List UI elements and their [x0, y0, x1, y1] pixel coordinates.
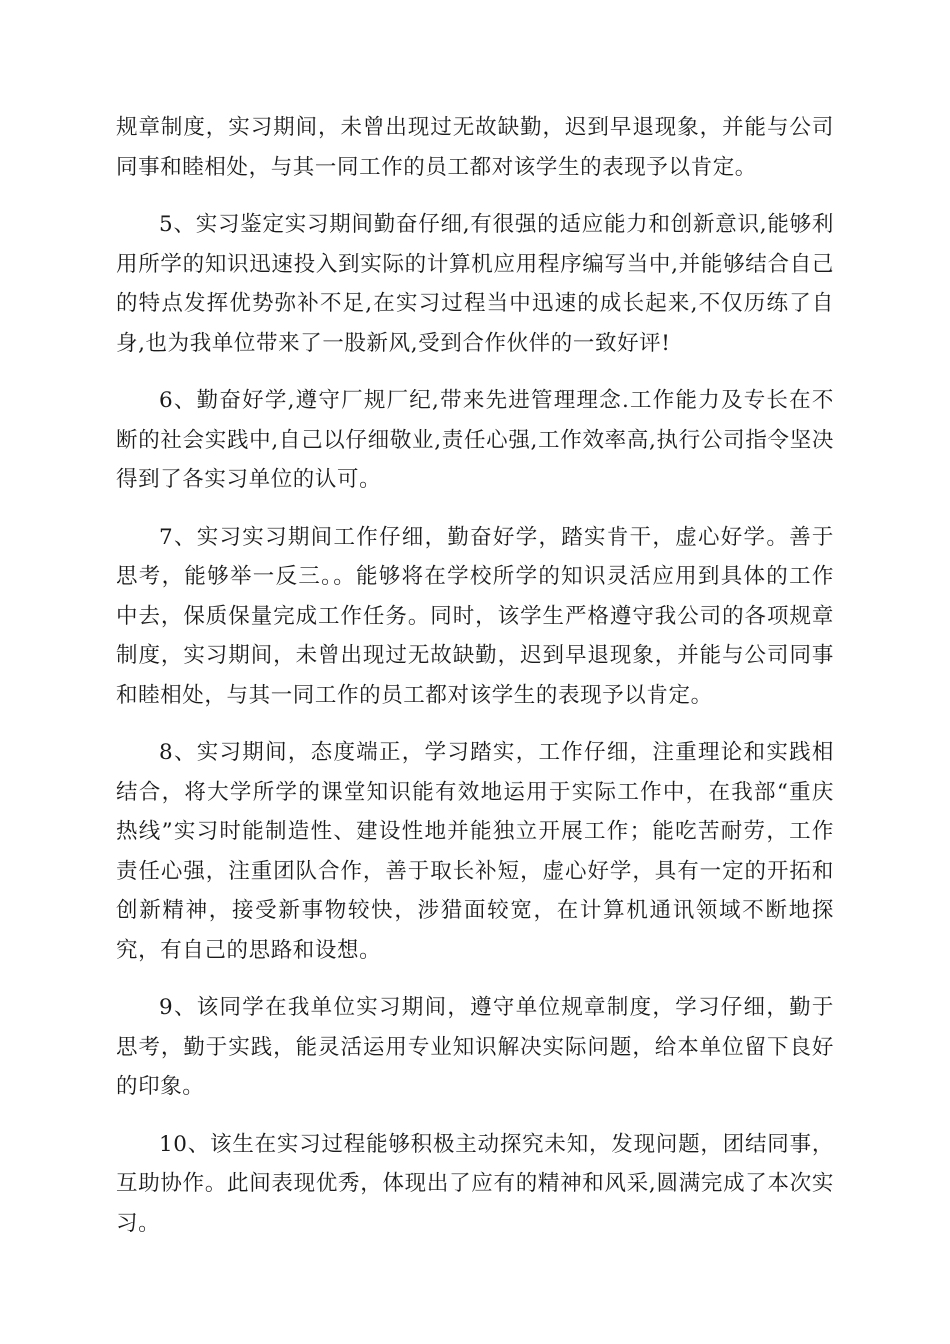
paragraph-item-6: 6、勤奋好学,遵守厂规厂纪,带来先进管理理念.工作能力及专长在不断的社会实践中,自己以仔细敬业,责任心强,工作效率高,执行公司指令坚决得到了各实习单位的认可。: [116, 388, 834, 492]
paragraph-item-8: 8、实习期间，态度端正，学习踏实，工作仔细，注重理论和实践相结合，将大学所学的课堂知识能有效地运用于实际工作中，在我部“重庆热线”实习时能制造性、建设性地并能独立开展工作；能吃苦耐劳，工作责任心强，注重团队合作，善于取长补短，虚心好学，具有一定的开拓和创新精神，接受新事物较快，涉猎面较宽，在计算机通讯领域不断地探究，有自己的思路和设想。: [116, 740, 834, 963]
paragraph-item-7: 7、实习实习期间工作仔细，勤奋好学，踏实肯干，虚心好学。善于思考，能够举一反三。。能够将在学校所学的知识灵活应用到具体的工作中去，保质保量完成工作任务。同时，该学生严格遵守我公司的各项规章制度，实习期间，未曾出现过无故缺勤，迟到早退现象，并能与公司同事和睦相处，与其一同工作的员工都对该学生的表现予以肯定。: [116, 524, 834, 708]
paragraph-item-10: 10、该生在实习过程能够积极主动探究未知，发现问题，团结同事，互助协作。此间表现优秀，体现出了应有的精神和风采,圆满完成了本次实习。: [116, 1131, 834, 1236]
paragraph-continuation: 规章制度，实习期间，未曾出现过无故缺勤，迟到早退现象，并能与公司同事和睦相处，与其一同工作的员工都对该学生的表现予以肯定。: [116, 115, 834, 180]
document-body: [116, 108, 834, 1261]
paragraph-item-9: 9、该同学在我单位实习期间，遵守单位规章制度，学习仔细，勤于思考，勤于实践，能灵活运用专业知识解决实际问题，给本单位留下良好的印象。: [116, 995, 834, 1099]
paragraph-item-5: 5、实习鉴定实习期间勤奋仔细,有很强的适应能力和创新意识,能够利用所学的知识迅速投入到实际的计算机应用程序编写当中,并能够结合自己的特点发挥优势弥补不足,在实习过程当中迅速的成长起来,不仅历练了自身,也为我单位带来了一股新风,受到合作伙伴的一致好评!: [116, 212, 834, 356]
